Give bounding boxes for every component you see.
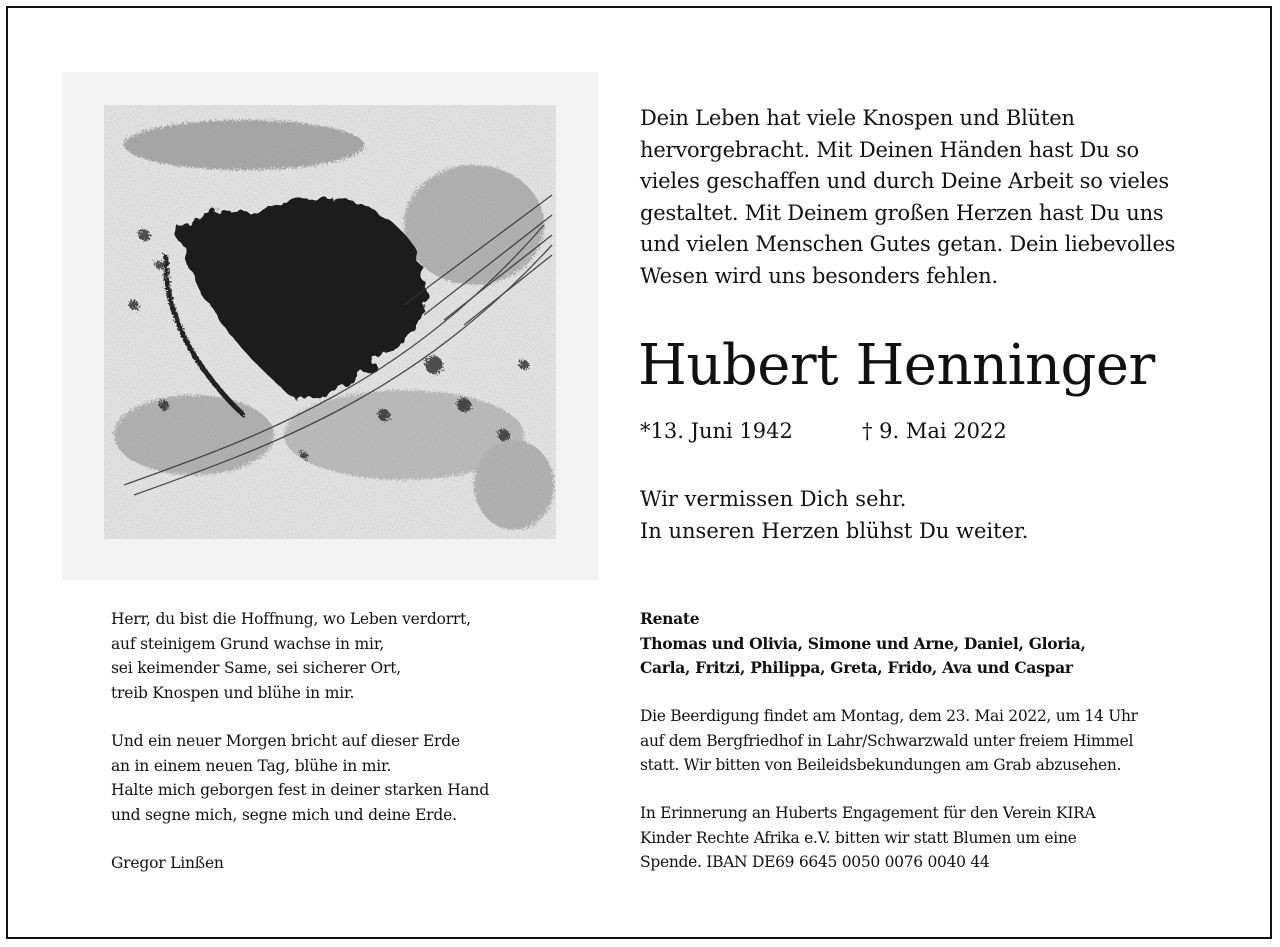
quote-line: vieles geschaffen und durch Deine Arbeit so vieles [640, 169, 1169, 193]
remembrance-text [640, 484, 1028, 547]
poem-line: Herr, du bist die Hoffnung, wo Leben verdorrt, [111, 610, 471, 628]
donation-line: Kinder Rechte Afrika e.V. bitten wir statt Blumen um eine [640, 828, 1077, 847]
deceased-name: Hubert Henninger [638, 333, 1155, 398]
poem-line: Und ein neuer Morgen bricht auf dieser Erde [111, 732, 460, 750]
poem-line: und segne mich, segne mich und deine Erde. [111, 805, 457, 824]
life-dates [640, 416, 1007, 446]
funeral-notice [640, 704, 1240, 778]
quote-line: Dein Leben hat viele Knospen und Blüten [640, 106, 1075, 130]
death-date: † 9. Mai 2022 [862, 419, 1007, 443]
donation-notice [640, 801, 1240, 875]
quote-line: Wesen wird uns besonders fehlen. [640, 263, 998, 288]
poem-line: auf steinigem Grund wachse in mir, [111, 634, 385, 653]
poem-line: treib Knospen und blühe in mir. [111, 683, 355, 702]
family-line: Carla, Fritzi, Philippa, Greta, Frido, Ava und Caspar [640, 658, 1073, 677]
funeral-line: Die Beerdigung findet am Montag, dem 23. Mai 2022, um 14 Uhr [640, 707, 1138, 725]
tribute-quote [640, 103, 1240, 292]
poem-stanza-1 [111, 607, 551, 705]
quote-line: gestaltet. Mit Deinem großen Herzen hast Du uns [640, 200, 1164, 225]
funeral-line: statt. Wir bitten von Beileidsbekundungen am Grab abzusehen. [640, 756, 1122, 774]
heart-etching-image [104, 105, 556, 539]
quote-line: hervorgebracht. Mit Deinen Händen hast Du so [640, 137, 1139, 162]
funeral-line: auf dem Bergfriedhof in Lahr/Schwarzwald unter freiem Himmel [640, 731, 1134, 750]
family-names [640, 607, 1240, 681]
poem-line: Halte mich geborgen fest in deiner starken Hand [111, 781, 490, 799]
remembrance-line: Wir vermissen Dich sehr. [640, 487, 907, 511]
poem-author: Gregor Linßen [111, 854, 224, 872]
donation-line: In Erinnerung an Huberts Engagement für den Verein KIRA [640, 804, 1096, 822]
birth-date: *13. Juni 1942 [640, 419, 793, 443]
poem-line: sei keimender Same, sei sicherer Ort, [111, 659, 401, 677]
remembrance-line: In unseren Herzen blühst Du weiter. [640, 518, 1029, 543]
poem-stanza-2 [111, 729, 551, 827]
poem [111, 607, 551, 876]
family-line: Renate [640, 609, 700, 628]
donation-line: Spende. IBAN DE69 6645 0050 0076 0040 44 [640, 853, 990, 871]
family-line: Thomas und Olivia, Simone und Arne, Daniel, Gloria, [640, 633, 1086, 653]
poem-line: an in einem neuen Tag, blühe in mir. [111, 756, 392, 775]
quote-line: und vielen Menschen Gutes getan. Dein liebevolles [640, 232, 1176, 256]
